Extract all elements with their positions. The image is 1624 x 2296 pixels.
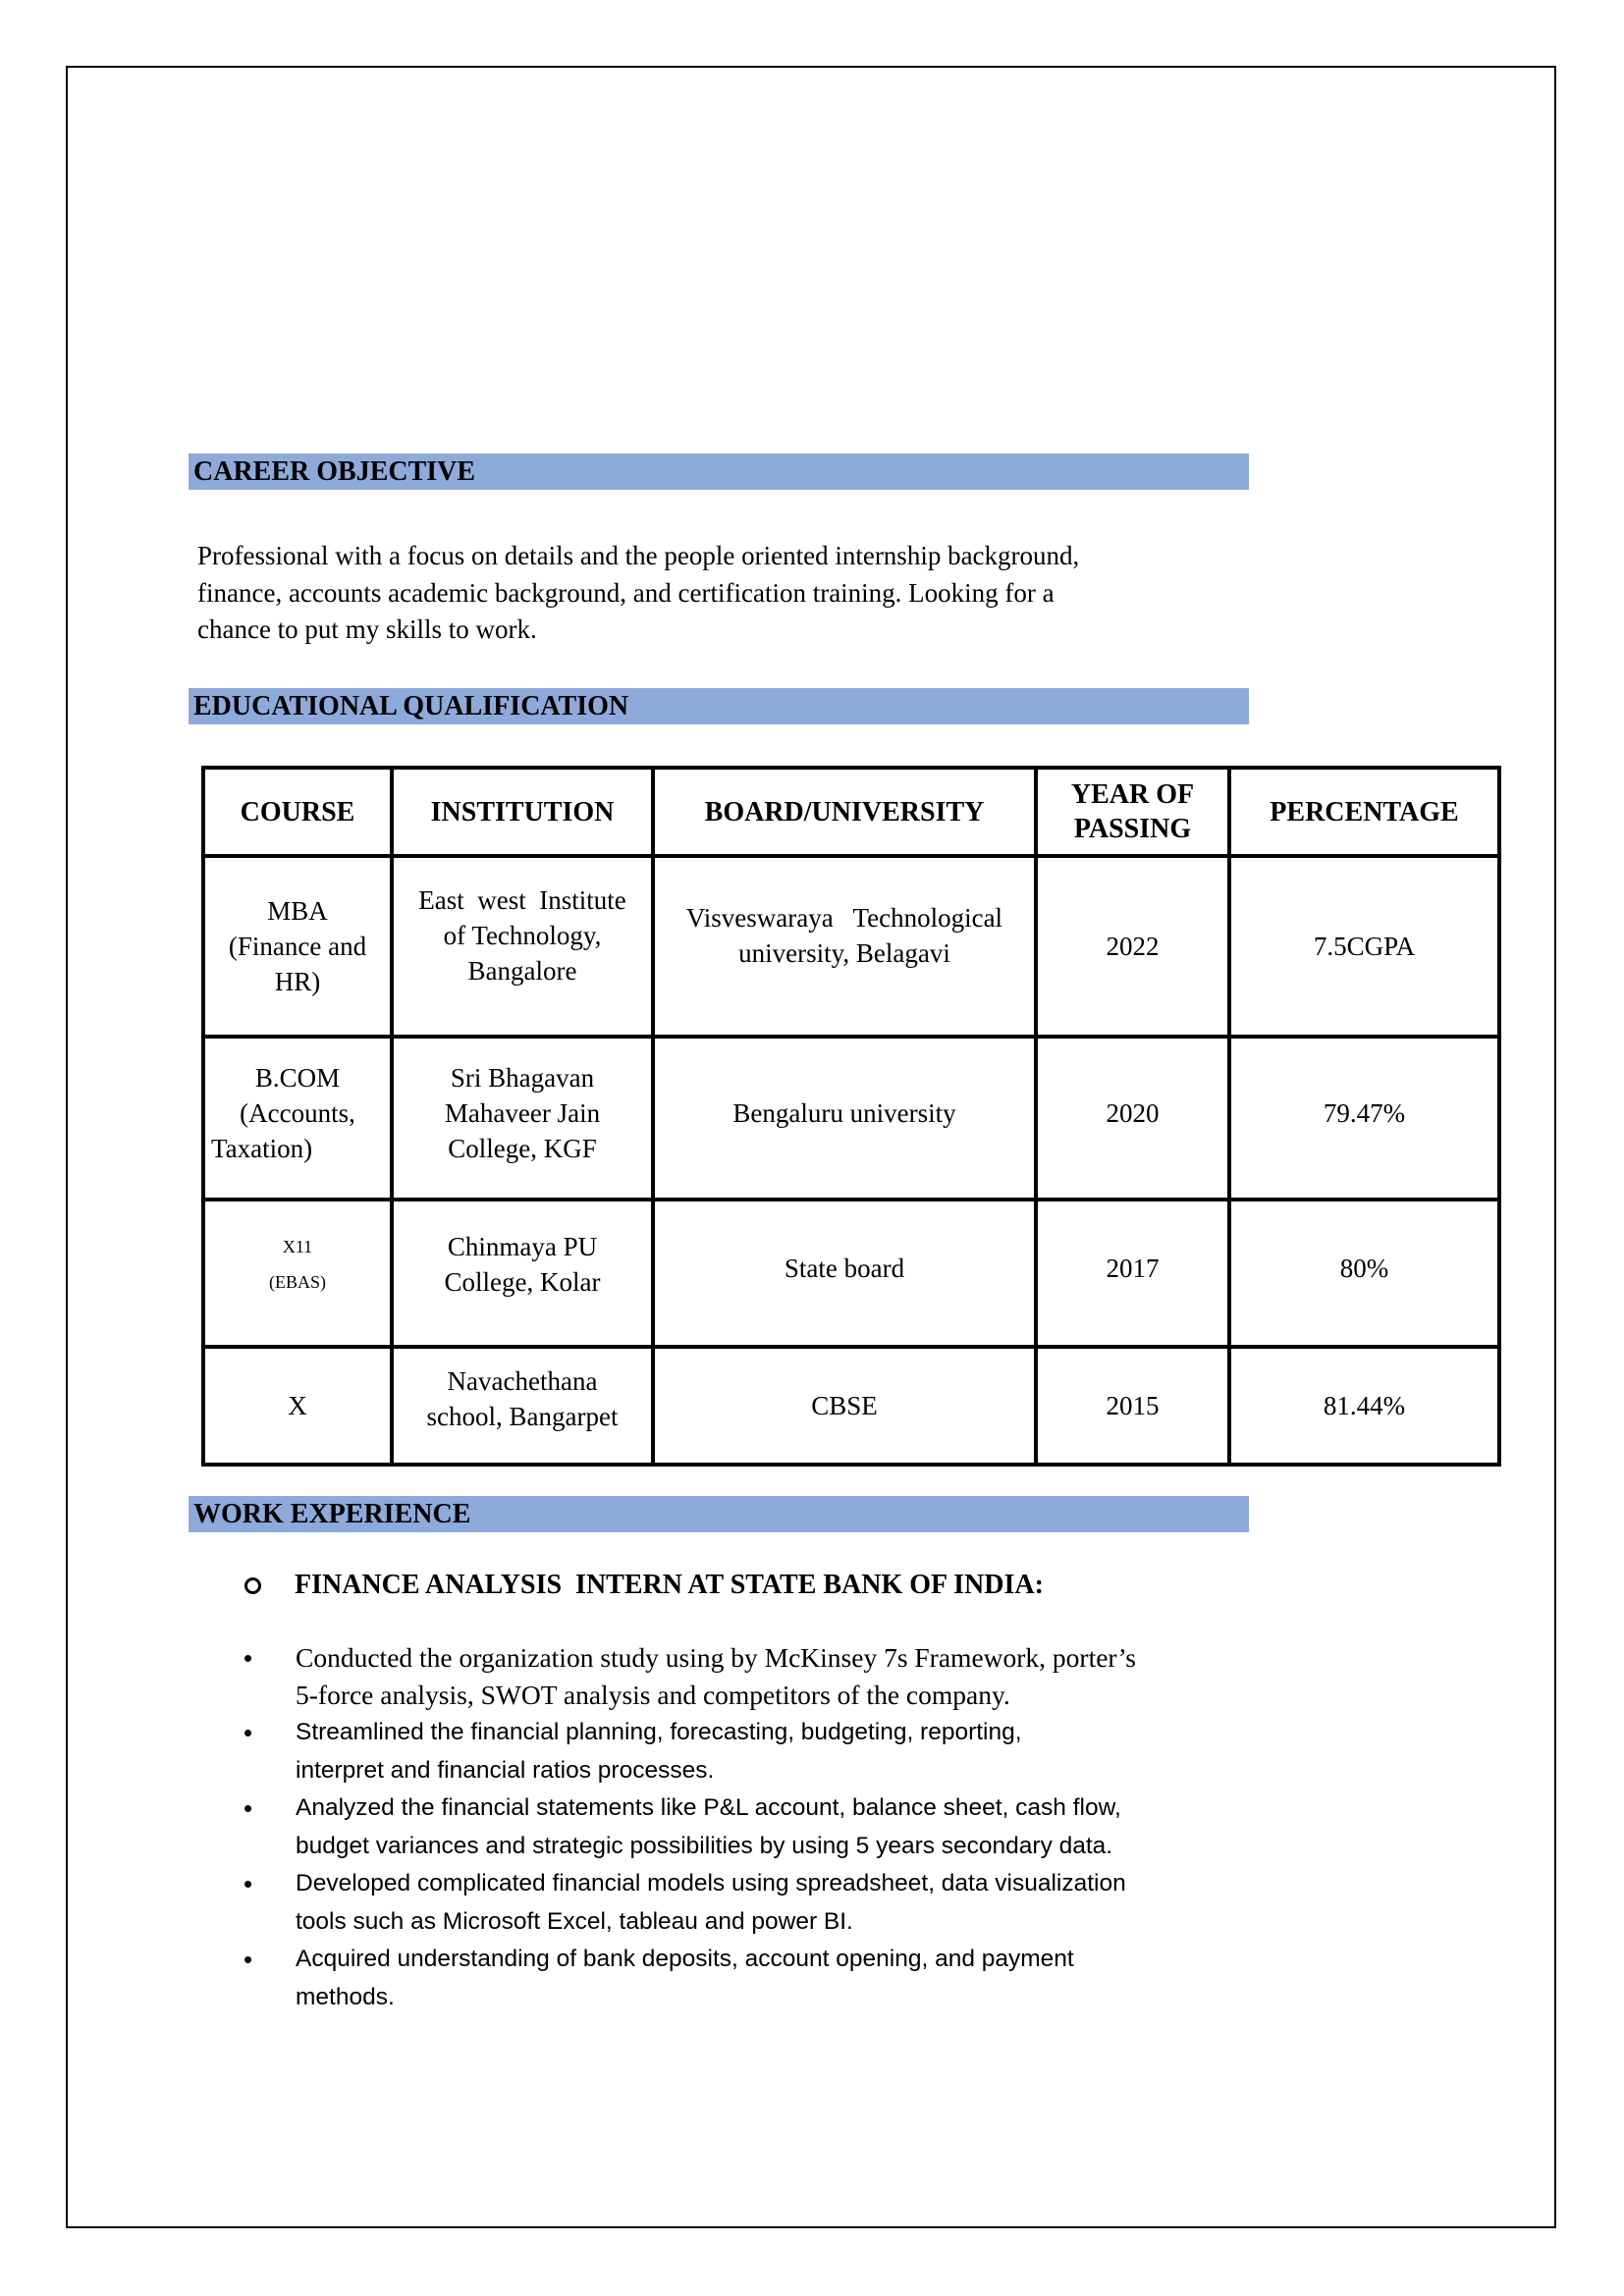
list-item bbox=[244, 1789, 1284, 1865]
course-cell bbox=[203, 1200, 392, 1347]
board-line: Bengaluru university bbox=[732, 1098, 956, 1128]
year-cell: 2015 bbox=[1036, 1347, 1229, 1465]
course-line: Taxation) bbox=[211, 1134, 313, 1163]
column-header-course: COURSE bbox=[203, 768, 392, 856]
percentage-cell: 7.5CGPA bbox=[1229, 856, 1499, 1037]
board-cell bbox=[653, 1037, 1036, 1200]
course-line: B.COM bbox=[254, 1063, 341, 1093]
objective-line: finance, accounts academic background, and certification training. Looking for a bbox=[197, 577, 1055, 608]
bullet-line: Developed complicated financial models using spreadsheet, data visualization bbox=[296, 1870, 1126, 1896]
hollow-circle-bullet-icon bbox=[244, 1577, 261, 1594]
table-row bbox=[203, 1037, 1499, 1200]
bullet-icon: • bbox=[244, 1643, 253, 1673]
education-heading: EDUCATIONAL QUALIFICATION bbox=[189, 688, 1249, 724]
bullet-line: Streamlined the financial planning, forecasting, budgeting, reporting, bbox=[296, 1719, 1022, 1745]
bullet-line: Analyzed the financial statements like P&L account, balance sheet, cash flow, bbox=[296, 1794, 1121, 1821]
career-objective-text bbox=[197, 538, 1248, 649]
list-item bbox=[244, 1865, 1284, 1941]
objective-line: Professional with a focus on details and the people oriented internship background, bbox=[197, 541, 1080, 570]
institution-cell bbox=[392, 1200, 653, 1347]
table-row bbox=[203, 856, 1499, 1037]
board-cell bbox=[653, 1200, 1036, 1347]
objective-line: chance to put my skills to work. bbox=[197, 614, 537, 644]
column-header-board: BOARD/UNIVERSITY bbox=[653, 768, 1036, 856]
table-header-row bbox=[203, 768, 1499, 856]
institution-cell bbox=[392, 1347, 653, 1465]
board-cell bbox=[653, 1347, 1036, 1465]
year-cell: 2022 bbox=[1036, 856, 1229, 1037]
role-title bbox=[244, 1568, 1044, 1603]
course-cell bbox=[203, 1347, 392, 1465]
course-cell bbox=[203, 856, 392, 1037]
course-cell bbox=[203, 1037, 392, 1200]
work-experience-heading: WORK EXPERIENCE bbox=[189, 1496, 1249, 1532]
course-line: (Finance and bbox=[228, 932, 367, 961]
percentage-cell: 81.44% bbox=[1229, 1347, 1499, 1465]
percentage-cell: 79.47% bbox=[1229, 1037, 1499, 1200]
bullet-line: budget variances and strategic possibilities by using 5 years secondary data. bbox=[296, 1832, 1113, 1859]
year-header-line: PASSING bbox=[1073, 814, 1192, 844]
board-line: Visveswaraya Technological bbox=[685, 903, 1003, 933]
bullet-line: 5-force analysis, SWOT analysis and competitors of the company. bbox=[296, 1680, 1010, 1710]
institution-line: Mahaveer Jain bbox=[444, 1098, 601, 1128]
course-line: MBA bbox=[267, 896, 328, 926]
board-cell bbox=[653, 856, 1036, 1037]
bullet-icon: • bbox=[244, 1945, 253, 1974]
course-line: (Accounts, bbox=[240, 1098, 355, 1128]
institution-line: school, Bangarpet bbox=[426, 1402, 619, 1431]
bullet-line: Acquired understanding of bank deposits, account opening, and payment bbox=[296, 1946, 1074, 1972]
list-item bbox=[244, 1714, 1284, 1789]
column-header-year bbox=[1036, 768, 1229, 856]
list-item bbox=[244, 1639, 1284, 1714]
institution-line: of Technology, bbox=[443, 921, 602, 950]
institution-line: College, Kolar bbox=[444, 1267, 601, 1297]
bullet-line: interpret and financial ratios processes. bbox=[296, 1756, 715, 1784]
table-row bbox=[203, 1347, 1499, 1465]
bullet-icon: • bbox=[244, 1869, 253, 1898]
institution-line: East west Institute bbox=[418, 885, 626, 915]
role-title-text: FINANCE ANALYSIS INTERN AT STATE BANK OF INDIA: bbox=[295, 1570, 1044, 1600]
course-line: X11 bbox=[282, 1237, 313, 1256]
institution-line: Bangalore bbox=[467, 956, 577, 986]
bullet-icon: • bbox=[244, 1793, 253, 1823]
institution-line: Navachethana bbox=[447, 1366, 598, 1396]
bullet-icon: • bbox=[244, 1718, 253, 1747]
institution-line: Sri Bhagavan bbox=[450, 1063, 595, 1093]
institution-line: Chinmaya PU bbox=[447, 1232, 598, 1261]
list-item bbox=[244, 1941, 1284, 2016]
year-cell: 2017 bbox=[1036, 1200, 1229, 1347]
institution-cell bbox=[392, 1037, 653, 1200]
board-line: university, Belagavi bbox=[738, 938, 950, 968]
career-objective-heading: CAREER OBJECTIVE bbox=[189, 454, 1249, 490]
board-line: State board bbox=[784, 1254, 905, 1283]
course-line: X bbox=[288, 1391, 307, 1420]
year-header-line: YEAR OF bbox=[1070, 779, 1195, 810]
bullet-line: Conducted the organization study using by McKinsey 7s Framework, porter’s bbox=[296, 1642, 1136, 1673]
column-header-institution: INSTITUTION bbox=[392, 768, 653, 856]
institution-cell bbox=[392, 856, 653, 1037]
board-line: CBSE bbox=[811, 1391, 878, 1420]
institution-line: College, KGF bbox=[448, 1134, 597, 1163]
bullet-line: tools such as Microsoft Excel, tableau and power BI. bbox=[296, 1907, 853, 1935]
year-cell: 2020 bbox=[1036, 1037, 1229, 1200]
education-table bbox=[201, 766, 1501, 1467]
bullet-line: methods. bbox=[296, 1983, 395, 2010]
course-line: (EBAS) bbox=[269, 1272, 326, 1292]
course-line: HR) bbox=[274, 967, 321, 996]
table-row bbox=[203, 1200, 1499, 1347]
column-header-percentage: PERCENTAGE bbox=[1229, 768, 1499, 856]
percentage-cell: 80% bbox=[1229, 1200, 1499, 1347]
work-bullet-list bbox=[244, 1639, 1284, 2016]
